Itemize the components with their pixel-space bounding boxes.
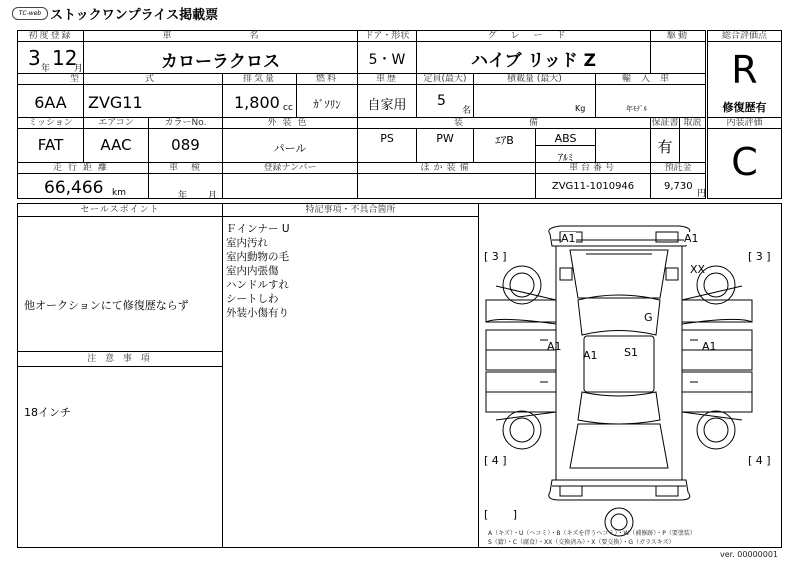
equip-abs: ABS [554,132,577,145]
door-label: ドア・形状 [364,31,410,41]
displacement-value: 1,800 [234,93,280,112]
mark-windshield: G [644,311,653,324]
remark-item: 室内内張傷 [226,265,279,277]
drive-label: 駆動 [666,31,689,41]
aircon-value: AAC [100,136,132,154]
tire-bracket-front-right: [ 3 ] [748,250,771,263]
car-name: カローラクロス [161,52,280,72]
mark-front-left: A1 [561,232,576,245]
capacity-unit: 名 [462,106,472,116]
history-value: 自家用 [367,98,407,113]
caution-text: 18インチ [24,406,71,419]
door-value: 5・W [368,52,406,68]
remark-item: シートしわ [226,293,279,305]
sheet-title: ストックワンプライス掲載票 [50,8,219,23]
load-label: 積載量 (最大) [507,74,562,84]
reg-month: 12 [52,46,78,70]
legend-line-1: A（キズ）・U（ヘコミ）・B（キズを伴うヘコミ）・W（補修跡）・P（要塗装） [488,530,696,537]
deposit-label: 預託金 [664,163,692,173]
fuel-value: ｶﾞｿﾘﾝ [313,98,341,111]
overall-grade-note: 修復歴有 [722,101,767,114]
type-code: ZVG11 [88,93,143,112]
exterior-label: 外装色 [267,118,313,128]
fuel-label: 燃料 [315,74,338,84]
warranty-label: 保証書 [651,118,679,128]
color-no-value: 089 [171,136,200,154]
inspection-year-unit: 年 [178,191,188,201]
equip-airbag: ｴｱB [495,134,514,147]
mission-label: ミッション [28,118,73,128]
grade-value: ハイブ リッド Z [471,51,596,71]
deposit-unit: 円 [697,189,707,199]
capacity-value: 5 [437,93,446,109]
year-unit: 年 [41,64,51,74]
legend-line-2: S（錆）・C（腐食）・XX（交換済み）・X（要交換）・G（ガラスキズ） [488,539,675,546]
caution-label: 注 意 事 項 [87,354,153,364]
car-name-label: 車 名 [162,31,279,41]
plate-label: 登録ナンバー [263,163,317,173]
remark-item: 室内汚れ [226,237,268,249]
deposit-value: 9,730 [664,181,693,192]
inspection-label: 車 検 [168,163,202,173]
mileage-unit: km [112,188,126,198]
grade-label: グレード [487,31,580,41]
overall-grade: R [731,48,758,92]
displacement-label: 排気量 [242,74,276,84]
tire-bracket-spare: [ ] [484,508,518,521]
other-equipment-label: ほか装備 [420,163,473,173]
remark-item: Ｆインナー U [226,223,290,235]
mark-front-right: A1 [684,232,699,245]
first-reg-label: 初度登録 [28,31,73,41]
chassis-label: 車台番号 [568,163,617,173]
history-label: 車歴 [375,74,398,84]
aircon-label: エアコン [98,118,134,128]
month-unit: 月 [74,64,84,74]
equip-ps: PS [380,132,394,145]
sales-point-text: 他オークションにて修復歴ならず [24,299,189,312]
import-label: 輸入車 [621,74,679,84]
mark-door-right: A1 [702,340,717,353]
type-prefix: 6AA [34,93,67,112]
remark-item: ハンドルすれ [226,279,289,291]
equip-pw: PW [436,132,454,145]
equip-alumi: ｱﾙﾐ [558,153,573,164]
mileage-label: 走行距離 [52,163,113,173]
reg-year: 3 [28,46,41,70]
version-label: ver. 00000001 [720,550,779,559]
inspection-month-unit: 月 [208,191,218,201]
mark-roof: S1 [624,346,638,359]
mark-fender-right: XX [690,263,706,276]
interior-grade-label: 内装評価 [726,118,763,128]
mark-door-left: A1 [547,340,562,353]
mission-value: FAT [37,136,64,154]
load-unit: Kg [575,104,586,113]
mark-pillar: A1 [583,349,598,362]
remarks-label: 特記事項・不具合箇所 [305,205,396,215]
exterior-value: パール [273,142,307,155]
tire-bracket-front-left: [ 3 ] [484,250,507,263]
interior-grade: C [731,140,758,184]
color-no-label: カラーNo. [164,118,207,128]
sales-point-label: セールスポイント [80,205,160,215]
tire-bracket-rear-left: [ 4 ] [484,454,507,467]
tire-bracket-rear-right: [ 4 ] [748,454,771,467]
overall-grade-label: 総合評価点 [721,31,767,41]
warranty-value: 有 [657,138,673,156]
equipment-label: 装 備 [453,118,554,128]
remark-item: 室内動物の毛 [226,251,289,263]
mileage-value: 66,466 [44,178,104,198]
capacity-label: 定員(最大) [423,74,467,84]
chassis-value: ZVG11-1010946 [551,181,635,192]
cc-unit: cc [283,103,293,113]
remark-item: 外装小傷有り [226,307,289,319]
model-year-label: 年ﾓﾃﾞﾙ [626,105,647,113]
type-label: 型 式 [69,74,170,84]
manual-label: 取説 [683,118,702,128]
brand-logo: TC-web [12,7,48,20]
